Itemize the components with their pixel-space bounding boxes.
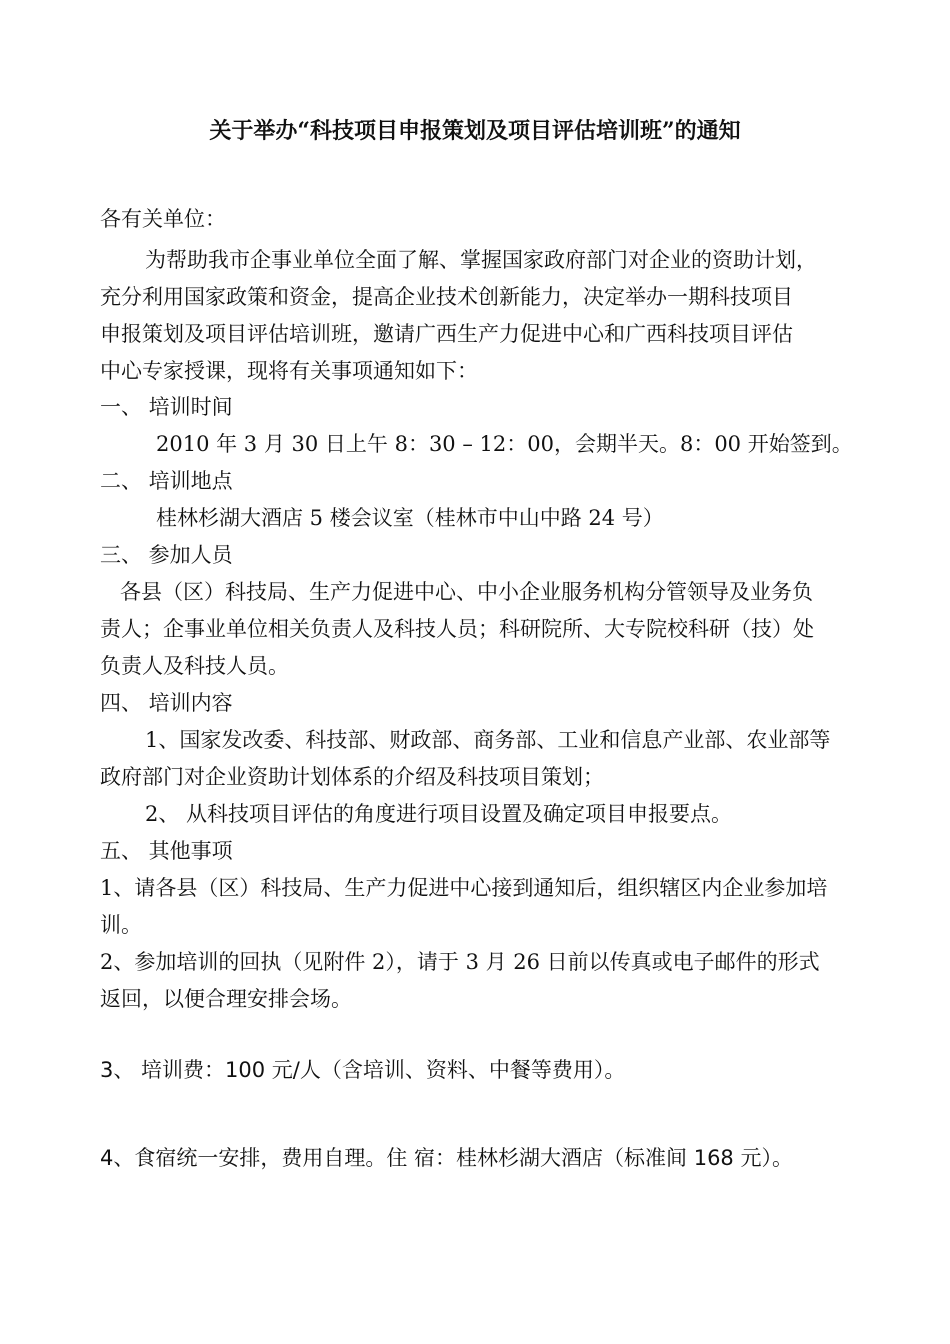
section-heading-training-time: 一、 培训时间 bbox=[100, 395, 233, 419]
other-item-line: 4、食宿统一安排，费用自理。住 宿：桂林杉湖大酒店（标准间 168 元）。 bbox=[100, 1146, 793, 1170]
intro-line: 充分利用国家政策和资金，提高企业技术创新能力，决定举办一期科技项目 bbox=[100, 285, 793, 309]
section-heading-training-location: 二、 培训地点 bbox=[100, 469, 233, 493]
other-item-line: 1、请各县（区）科技局、生产力促进中心接到通知后，组织辖区内企业参加培 bbox=[100, 876, 828, 900]
participants-line: 责人；企事业单位相关负责人及科技人员；科研院所、大专院校科研（技）处 bbox=[100, 617, 814, 641]
other-item-line: 返回，以便合理安排会场。 bbox=[100, 987, 352, 1011]
intro-line: 申报策划及项目评估培训班，邀请广西生产力促进中心和广西科技项目评估 bbox=[100, 322, 793, 346]
content-item-line: 2、 从科技项目评估的角度进行项目设置及确定项目申报要点。 bbox=[145, 802, 733, 826]
content-item-line: 1、国家发改委、科技部、财政部、商务部、工业和信息产业部、农业部等 bbox=[145, 728, 831, 752]
section-heading-participants: 三、 参加人员 bbox=[100, 543, 233, 567]
other-item-line: 训。 bbox=[100, 913, 142, 937]
participants-line: 负责人及科技人员。 bbox=[100, 654, 289, 678]
other-item-line: 2、参加培训的回执（见附件 2），请于 3 月 26 日前以传真或电子邮件的形式 bbox=[100, 950, 820, 974]
intro-line: 为帮助我市企事业单位全面了解、掌握国家政府部门对企业的资助计划， bbox=[145, 248, 817, 272]
training-time-text: 2010 年 3 月 30 日上午 8：30 – 12：00，会期半天。8：00 开始签到。 bbox=[156, 432, 853, 456]
section-heading-training-content: 四、 培训内容 bbox=[100, 691, 233, 715]
intro-line: 中心专家授课，现将有关事项通知如下： bbox=[100, 359, 478, 383]
document-title: 关于举办“科技项目申报策划及项目评估培训班”的通知 bbox=[209, 118, 741, 144]
content-item-line: 政府部门对企业资助计划体系的介绍及科技项目策划； bbox=[100, 765, 604, 789]
other-item-line: 3、 培训费：100 元/人（含培训、资料、中餐等费用）。 bbox=[100, 1058, 626, 1082]
training-location-text: 桂林杉湖大酒店 5 楼会议室（桂林市中山中路 24 号） bbox=[156, 506, 664, 530]
salutation: 各有关单位： bbox=[100, 207, 226, 231]
section-heading-other-matters: 五、 其他事项 bbox=[100, 839, 233, 863]
participants-line: 各县（区）科技局、生产力促进中心、中小企业服务机构分管领导及业务负 bbox=[120, 580, 813, 604]
